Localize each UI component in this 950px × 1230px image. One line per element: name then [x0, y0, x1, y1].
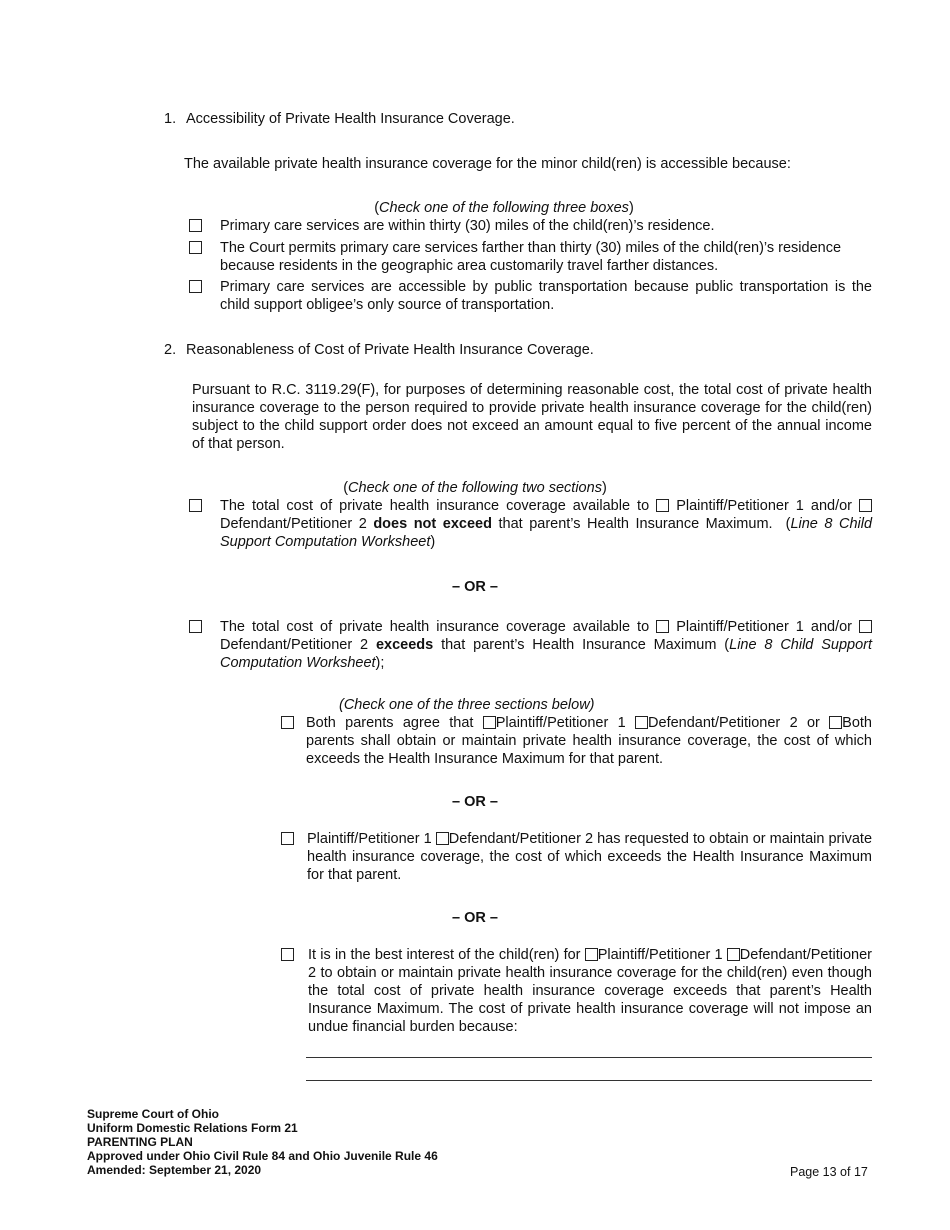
checkbox-both-parents-agree[interactable]: [281, 716, 294, 729]
section-2-instruction: (Check one of the following two sections): [343, 480, 607, 496]
section-1-number: 1.: [164, 111, 177, 127]
checkbox-cost-does-not-exceed[interactable]: [189, 499, 202, 512]
checkbox-b-plaintiff-1[interactable]: [656, 620, 669, 633]
checkbox-sub1-defendant-2[interactable]: [635, 716, 648, 729]
sub-option-both-agree: Both parents agree that Plaintiff/Petitioner 1 Defendant/Petitioner 2 or Both parents shall obtain or maintain private health insurance coverage, the cost of which exceeds the Health Insurance Maximum for that parent.: [306, 715, 873, 767]
or-separator-2: – OR –: [452, 794, 498, 810]
option-does-not-exceed: The total cost of private health insurance coverage available to Plaintiff/Petitioner 1 and/or Defendant/Petitioner 2 does not exceed that parent’s Health Insurance Maximum. (Line 8 Child Support Computation Worksheet): [220, 498, 873, 550]
checkbox-sub1-both[interactable]: [829, 716, 842, 729]
checkbox-sub2-defendant-2[interactable]: [436, 832, 449, 845]
sub-option-best-interest: It is in the best interest of the child(ren) for Plaintiff/Petitioner 1 Defendant/Petitioner 2 to obtain or maintain private health insurance coverage for the child(ren) even though the total cost of private health insurance coverage exceeds that parent’s Health Insurance Maximum. The cost of private health insurance coverage will not impose an undue financial burden because:: [308, 947, 872, 1035]
checkbox-cost-exceeds[interactable]: [189, 620, 202, 633]
sub-instruction: (Check one of the three sections below): [339, 697, 595, 713]
checkbox-a-defendant-2[interactable]: [859, 499, 872, 512]
option-within-30-miles: Primary care services are within thirty (30) miles of the child(ren)’s residence.: [220, 218, 715, 234]
section-2-number: 2.: [164, 342, 177, 358]
option-exceeds: The total cost of private health insurance coverage available to Plaintiff/Petitioner 1 and/or Defendant/Petitioner 2 exceeds that parent’s Health Insurance Maximum (Line 8 Child Support Computation Worksheet);: [220, 619, 873, 671]
checkbox-sub3-plaintiff-1[interactable]: [585, 948, 598, 961]
checkbox-best-interest[interactable]: [281, 948, 294, 961]
or-separator-1: – OR –: [452, 579, 498, 595]
blank-line-1[interactable]: [306, 1057, 872, 1058]
option-public-transportation: Primary care services are accessible by public transportation because public transportation is the child support obligee’s only source of transportation.: [220, 279, 872, 313]
section-2-heading: Reasonableness of Cost of Private Health Insurance Coverage.: [186, 342, 594, 358]
footer-form-info: Supreme Court of Ohio Uniform Domestic Relations Form 21 PARENTING PLAN Approved under Ohio Civil Rule 84 and Ohio Juvenile Rule 46 Amended: September 21, 2020: [87, 1107, 438, 1177]
checkbox-sub3-defendant-2[interactable]: [727, 948, 740, 961]
checkbox-requested[interactable]: [281, 832, 294, 845]
section-1-instruction: (Check one of the following three boxes): [374, 200, 634, 216]
section-1-intro: The available private health insurance coverage for the minor child(ren) is accessible because:: [184, 156, 791, 172]
or-separator-3: – OR –: [452, 910, 498, 926]
checkbox-public-transportation[interactable]: [189, 280, 202, 293]
checkbox-primary-care-within-30-miles[interactable]: [189, 219, 202, 232]
checkbox-a-plaintiff-1[interactable]: [656, 499, 669, 512]
checkbox-primary-care-farther[interactable]: [189, 241, 202, 254]
checkbox-b-defendant-2[interactable]: [859, 620, 872, 633]
section-1-heading: Accessibility of Private Health Insurance Coverage.: [186, 111, 515, 127]
option-farther-distances: The Court permits primary care services farther than thirty (30) miles of the child(ren)’s residence because residents in the geographic area customarily travel farther distances.: [220, 240, 842, 274]
page-number: Page 13 of 17: [790, 1165, 868, 1179]
section-2-intro: Pursuant to R.C. 3119.29(F), for purposes of determining reasonable cost, the total cost of private health insurance coverage to the person required to provide private health insurance coverage for the child(ren) subject to the child support order does not exceed an amount equal to five percent of the annual income of that person.: [192, 382, 872, 452]
sub-option-requested: Plaintiff/Petitioner 1 Defendant/Petitioner 2 has requested to obtain or maintain private health insurance coverage, the cost of which exceeds the Health Insurance Maximum for that parent.: [307, 831, 873, 883]
checkbox-sub1-plaintiff-1[interactable]: [483, 716, 496, 729]
blank-line-2[interactable]: [306, 1080, 872, 1081]
